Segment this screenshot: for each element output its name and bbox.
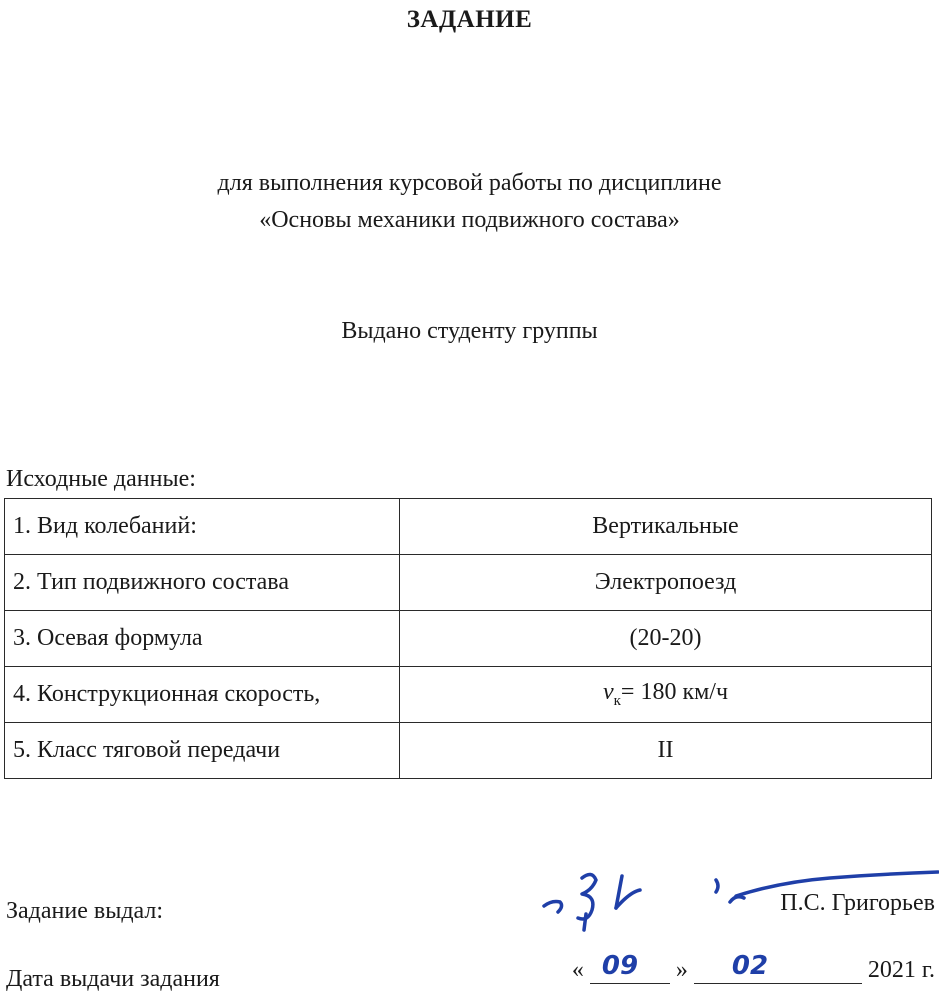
table-row (5, 723, 932, 779)
param-value: II (400, 723, 932, 779)
table-row (5, 555, 932, 611)
table-row (5, 611, 932, 667)
purpose-line-1: для выполнения курсовой работы по дисциплине (217, 170, 722, 196)
table-row (5, 499, 932, 555)
issued-to-label: Выдано студенту группы (341, 318, 598, 344)
month-blank (694, 951, 862, 984)
param-value: Вертикальные (400, 499, 932, 555)
source-data-table (4, 498, 932, 779)
param-label: 5. Класс тяговой передачи (5, 723, 400, 779)
handwritten-month: 02 (731, 951, 769, 981)
quote-open: « (571, 957, 584, 983)
param-label: 4. Конструкционная скорость, (5, 667, 400, 723)
param-label: 3. Осевая формула (5, 611, 400, 667)
discipline-name: «Основы механики подвижного состава» (259, 207, 680, 233)
handwritten-day: 09 (601, 951, 639, 981)
speed-subscript: к (613, 692, 621, 709)
speed-value: = 180 км/ч (620, 679, 729, 706)
document-title: ЗАДАНИЕ (406, 6, 533, 33)
param-value: Электропоезд (400, 555, 932, 611)
date-label: Дата выдачи задания (6, 966, 220, 992)
issuer-label: Задание выдал: (6, 898, 164, 924)
issue-date (571, 951, 935, 984)
source-data-label: Исходные данные: (6, 466, 196, 492)
param-label: 1. Вид колебаний: (5, 499, 400, 555)
table-row (5, 667, 932, 723)
param-value-speed (400, 667, 932, 723)
quote-close: » (675, 957, 688, 983)
param-value: (20-20) (400, 611, 932, 667)
param-label: 2. Тип подвижного состава (5, 555, 400, 611)
speed-symbol: v (602, 679, 614, 706)
day-blank (590, 951, 670, 984)
issuer-name: П.С. Григорьев (780, 890, 935, 916)
year-text: 2021 г. (867, 957, 935, 983)
